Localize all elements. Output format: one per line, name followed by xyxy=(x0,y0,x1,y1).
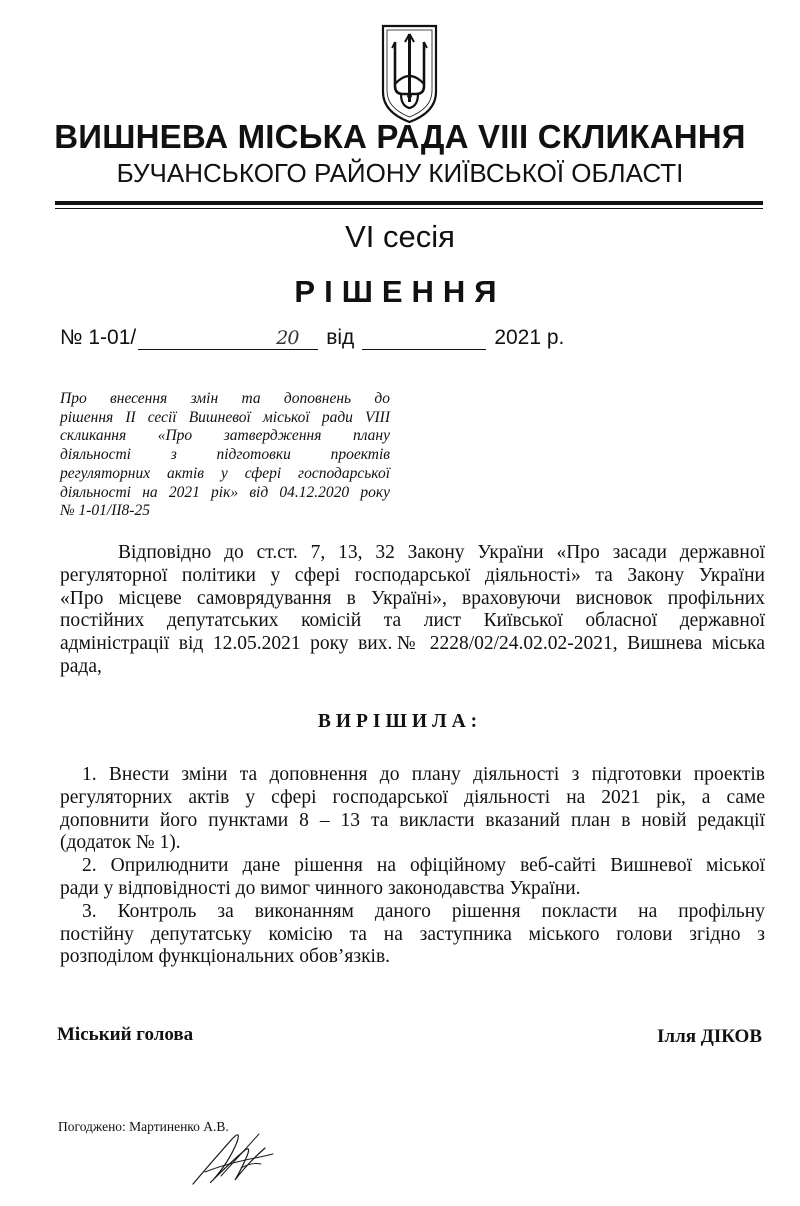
document-date-blank xyxy=(362,327,486,350)
item-line: 2. Оприлюднити дане рішення на офіційному веб-сайті Вишневої міської xyxy=(82,855,765,877)
subject-line: діяльності з підготовки проектів xyxy=(60,446,390,464)
item-line: регуляторних актів у сфері господарської діяльності на 2021 рік, а саме xyxy=(60,786,765,808)
approved-by-note: Погоджено: Мартиненко А.В. xyxy=(58,1119,229,1134)
item-line: розподілом функціональних обов’язків. xyxy=(60,946,391,968)
decision-items xyxy=(60,764,765,969)
signer-position: Міський голова xyxy=(57,1024,194,1045)
decided-heading: ВИРІШИЛА: xyxy=(317,711,483,732)
item-line: доповнити його пунктами 8 – 13 та викласти вказаний план в новій редакції xyxy=(60,809,765,831)
preamble-line: регуляторної політики у сфері господарської діяльності» та Закону України xyxy=(60,564,765,586)
subject-line: Про внесення змін та доповнень до xyxy=(60,390,390,407)
preamble-line: «Про місцеве самоврядування в Україні», враховуючи висновок профільних xyxy=(60,587,765,609)
document-number-blank xyxy=(138,327,318,350)
session-title: VI сесія xyxy=(345,219,455,254)
signer-name: Ілля ДІКОВ xyxy=(657,1026,762,1047)
subject-line: № 1-01/ІІ8-25 xyxy=(60,502,150,520)
subject-line: діяльності на 2021 рік» від 04.12.2020 року xyxy=(60,483,390,501)
preamble-paragraph xyxy=(60,542,765,679)
subject-line: скликання «Про затвердження плану xyxy=(60,427,390,445)
handwritten-signature xyxy=(185,1128,280,1190)
subject-line: регуляторних актів у сфері господарської xyxy=(60,464,390,482)
decision-subject xyxy=(60,390,390,521)
council-title: ВИШНЕВА МІСЬКА РАДА VIII СКЛИКАННЯ xyxy=(54,118,746,155)
header-divider-thin xyxy=(55,208,763,209)
handwritten-document-number: 20 xyxy=(276,327,299,349)
trident-coat-of-arms-icon xyxy=(381,24,438,124)
preamble-line: постійних депутатських комісій та лист Київської обласної державної xyxy=(60,610,765,632)
item-line: 1. Внести зміни та доповнення до плану діяльності з підготовки проектів xyxy=(82,764,765,785)
document-number-line xyxy=(60,326,564,350)
preamble-line: рада, xyxy=(60,655,102,677)
council-subtitle: БУЧАНСЬКОГО РАЙОНУ КИЇВСЬКОЇ ОБЛАСТІ xyxy=(116,158,684,188)
item-line: ради у відповідності до вимог чинного законодавства України. xyxy=(60,877,581,899)
item-line: 3. Контроль за виконанням даного рішення покласти на профільну xyxy=(82,900,765,922)
date-from-label: від xyxy=(326,326,355,349)
document-number-prefix: № 1-01/ xyxy=(60,326,137,349)
preamble-line: адміністрації від 12.05.2021 року вих.№ 2228/02/24.02.02-2021, Вишнева міська xyxy=(60,633,765,655)
item-line: (додаток № 1). xyxy=(60,832,181,854)
subject-line: рішення ІІ сесії Вишневої міської ради VIII xyxy=(60,408,390,426)
document-year: 2021 р. xyxy=(494,326,565,349)
preamble-line: Відповідно до ст.ст. 7, 13, 32 Закону України «Про засади державної xyxy=(118,542,765,563)
item-line: постійну депутатську комісію та на заступника міського голови згідно з xyxy=(60,923,765,945)
header-divider-thick xyxy=(55,201,763,205)
document-type-title: РІШЕННЯ xyxy=(294,274,506,309)
